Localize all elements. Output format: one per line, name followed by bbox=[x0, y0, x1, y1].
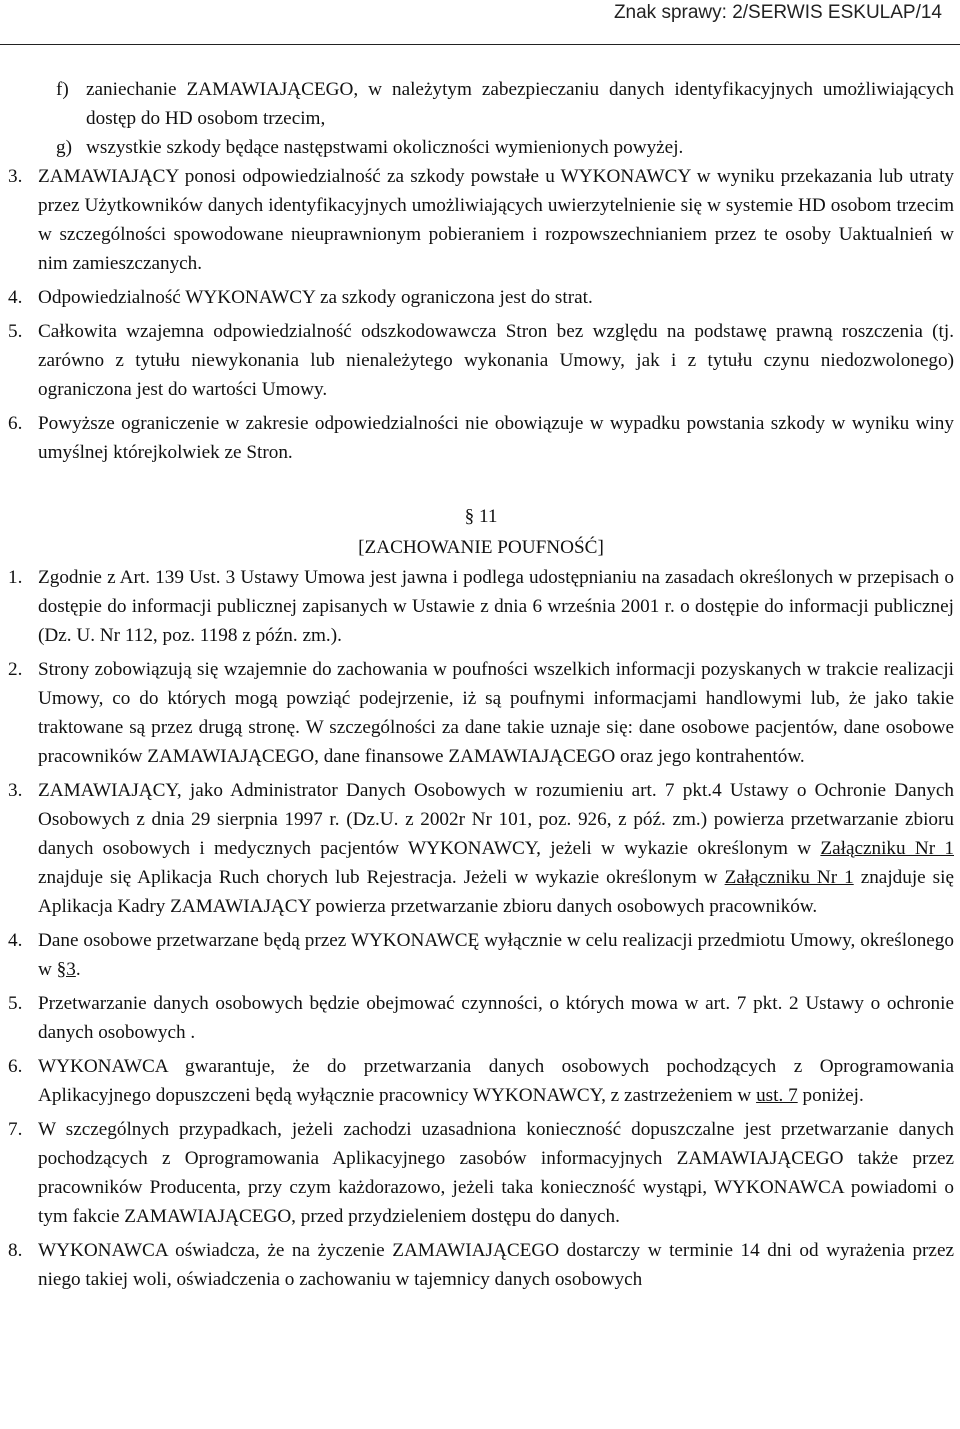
list-item bbox=[8, 317, 954, 404]
list-item bbox=[8, 989, 954, 1047]
item-text: Dane osobowe przetwarzane będą przez WYKONAWCĘ wyłącznie w celu realizacji przedmiotu Umowy, określonego w §3. bbox=[38, 930, 954, 980]
list-item bbox=[8, 1052, 954, 1110]
item-number: 6. bbox=[8, 1056, 23, 1077]
document-body bbox=[8, 75, 954, 1294]
item-number: 4. bbox=[8, 287, 23, 308]
section-number: § 11 bbox=[464, 506, 498, 527]
item-number: 3. bbox=[8, 780, 23, 801]
item-text: Przetwarzanie danych osobowych będzie obejmować czynności, o których mowa w art. 7 pkt. 2 Ustawy o ochronie danych osobowych . bbox=[38, 993, 954, 1043]
list-item bbox=[8, 1236, 954, 1294]
item-number: 4. bbox=[8, 930, 23, 951]
item-text: wszystkie szkody będące następstwami okoliczności wymienionych powyżej. bbox=[86, 137, 684, 158]
header-divider bbox=[0, 44, 960, 45]
item-text: ZAMAWIAJĄCY ponosi odpowiedzialność za szkody powstałe u WYKONAWCY w wyniku przekazania lub utraty przez Użytkowników danych identyfikacyjnych umożliwiających uwierzytelnienie się w systemie HD osobom trzecim w szczególności spowodowane nieuprawnionym pobieraniem i rozpowszechnianiem przez te osoby Uaktualnień w nim zamieszczanych. bbox=[38, 166, 954, 274]
item-number: 5. bbox=[8, 321, 23, 342]
item-text: Strony zobowiązują się wzajemnie do zachowania w poufności wszelkich informacji pozyskanych w trakcie realizacji Umowy, co do których mogą powziąć podejrzenie, iż są poufnymi informacjami handlowymi lub, że jako takie traktowane są przez drugą stronę. W szczególności za dane takie uznaje się: dane osobowe pacjentów, dane osobowe pracowników ZAMAWIAJĄCEGO, dane finansowe ZAMAWIAJĄCEGO oraz jego kontrahentów. bbox=[38, 659, 954, 767]
list-item bbox=[8, 409, 954, 467]
item-text: ZAMAWIAJĄCY, jako Administrator Danych Osobowych w rozumieniu art. 7 pkt.4 Ustawy o Ochronie Danych Osobowych z dnia 29 sierpnia 1997 r. (Dz.U. z 2002r Nr 101, poz. 926, z póź. zm.) powierza przetwarzanie zbioru danych osobowych i medycznych pacjentów WYKONAWCY, jeżeli w wykazie określonym w Załączniku Nr 1 znajduje się Aplikacja Ruch chorych lub Rejestracja. Jeżeli w wykazie określonym w Załączniku Nr 1 znajduje się Aplikacja Kadry ZAMAWIAJĄCY powierza przetwarzanie zbioru danych osobowych pracowników. bbox=[38, 780, 954, 917]
list-item bbox=[8, 162, 954, 278]
section-title: [ZACHOWANIE POUFNOŚĆ] bbox=[358, 537, 604, 558]
item-text: Powyższe ograniczenie w zakresie odpowiedzialności nie obowiązuje w wypadku powstania szkody w wyniku winy umyślnej którejkolwiek ze Stron. bbox=[38, 413, 954, 463]
item-number: g) bbox=[56, 137, 72, 158]
section-link[interactable]: §3 bbox=[56, 959, 76, 980]
list-item bbox=[8, 133, 954, 162]
attachment-link[interactable]: Załączniku Nr 1 bbox=[724, 867, 854, 888]
item-text: WYKONAWCA gwarantuje, że do przetwarzania danych osobowych pochodzących z Oprogramowania Aplikacyjnego dopuszczeni będą wyłącznie pracownicy WYKONAWCY, z zastrzeżeniem w ust. 7 poniżej. bbox=[38, 1056, 954, 1106]
page-header bbox=[0, 0, 960, 48]
item-number: 3. bbox=[8, 166, 23, 187]
item-text: zaniechanie ZAMAWIAJĄCEGO, w należytym zabezpieczaniu danych identyfikacyjnych umożliwiających dostęp do HD osobom trzecim, bbox=[86, 79, 954, 129]
list-item bbox=[8, 75, 954, 133]
item-text: Całkowita wzajemna odpowiedzialność odszkodowawcza Stron bez względu na podstawę prawną roszczenia (tj. zarówno z tytułu niewykonania lub nienależytego wykonania Umowy, jak i z tytułu czynu niedozwolonego) ograniczona jest do wartości Umowy. bbox=[38, 321, 954, 400]
item-number: 6. bbox=[8, 413, 23, 434]
item-number: 5. bbox=[8, 993, 23, 1014]
item-number: 1. bbox=[8, 567, 23, 588]
item-number: 2. bbox=[8, 659, 23, 680]
case-reference: Znak sprawy: 2/SERWIS ESKULAP/14 bbox=[613, 2, 942, 23]
list-item bbox=[8, 655, 954, 771]
paragraph-link[interactable]: ust. 7 bbox=[756, 1085, 798, 1106]
item-text: WYKONAWCA oświadcza, że na życzenie ZAMAWIAJĄCEGO dostarczy w terminie 14 dni od wyrażenia przez niego takiej woli, oświadczenia o zachowaniu w tajemnicy danych osobowych bbox=[38, 1240, 954, 1290]
list-item bbox=[8, 283, 954, 312]
section-heading bbox=[8, 501, 954, 563]
list-item bbox=[8, 776, 954, 921]
item-text: Zgodnie z Art. 139 Ust. 3 Ustawy Umowa jest jawna i podlega udostępnianiu na zasadach określonych w przepisach o dostępie do informacji publicznej zapisanych w Ustawie z dnia 6 września 2001 r. o dostępie do informacji publicznej (Dz. U. Nr 112, poz. 1198 z późn. zm.). bbox=[38, 567, 954, 646]
list-item bbox=[8, 563, 954, 650]
item-number: 7. bbox=[8, 1119, 23, 1140]
item-text: W szczególnych przypadkach, jeżeli zachodzi uzasadniona konieczność dopuszczalne jest przetwarzanie danych pochodzących z Oprogramowania Aplikacyjnego zasobów informacyjnych ZAMAWIAJĄCEGO także przez pracowników Producenta, przy czym każdorazowo, jeżeli taka konieczność wystąpi, WYKONAWCA powiadomi o tym fakcie ZAMAWIAJĄCEGO, przed przydzieleniem dostępu do danych. bbox=[38, 1119, 954, 1227]
item-number: f) bbox=[56, 79, 69, 100]
item-number: 8. bbox=[8, 1240, 23, 1261]
list-item bbox=[8, 926, 954, 984]
attachment-link[interactable]: Załączniku Nr 1 bbox=[820, 838, 954, 859]
item-text: Odpowiedzialność WYKONAWCY za szkody ograniczona jest do strat. bbox=[38, 287, 593, 308]
list-item bbox=[8, 1115, 954, 1231]
